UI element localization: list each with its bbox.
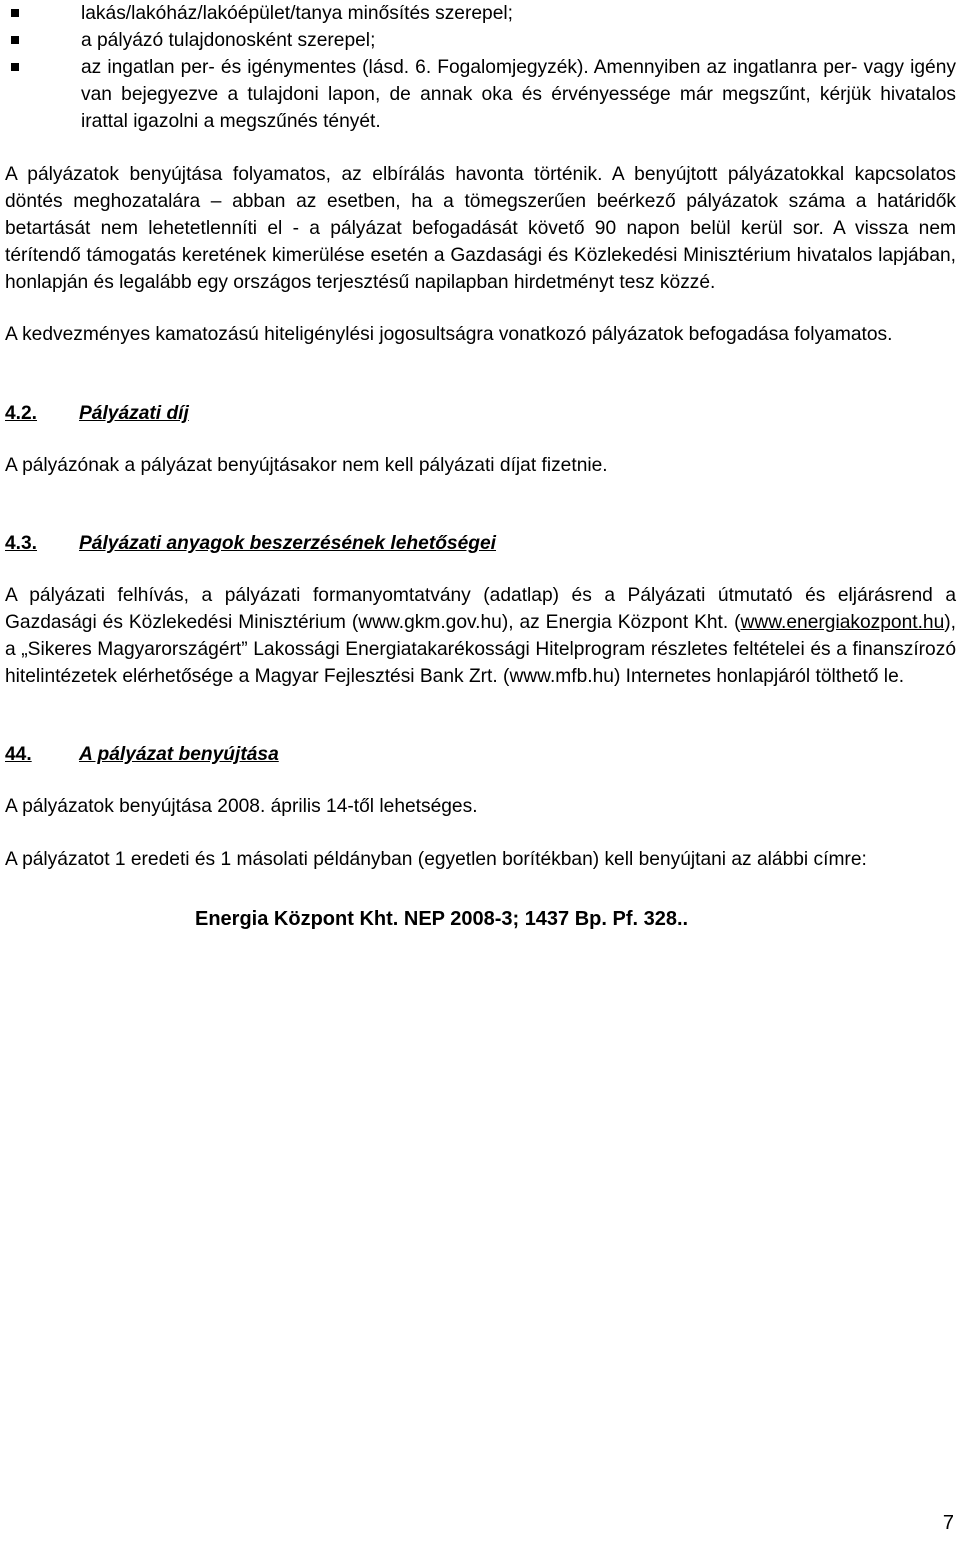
energiakozpont-link[interactable]: www.energiakozpont.hu: [740, 612, 945, 633]
copies-paragraph: A pályázatot 1 eredeti és 1 másolati példányban (egyetlen borítékban) kell benyújtani az alábbi címre:: [5, 849, 867, 870]
section-title: Pályázati anyagok beszerzésének lehetőségei: [79, 533, 497, 554]
materials-text-part: ), a „Sikeres Magyarországért” Lakossági Energiatakarékossági Hitelprogram részletes feltételei és a finanszírozó hitelintézetek elérhetősége a Magyar Fejlesztési Bank Zrt. (www.mfb.hu) Internetes honlapjáról tölthető le.: [5, 612, 956, 687]
section-title: Pályázati díj: [79, 403, 189, 424]
square-bullet-icon: [11, 9, 19, 17]
square-bullet-icon: [11, 63, 19, 71]
list-item-text: az ingatlan per- és igénymentes (lásd. 6. Fogalomjegyzék). Amennyiben az ingatlanra per- vagy igény van bejegyezve a tulajdoni lapon, de annak oka és érvényessége már megszűnt, kérjük hivatalos irattal igazolni a megszűnés tényét.: [81, 57, 956, 132]
submission-paragraph: A pályázatok benyújtása folyamatos, az elbírálás havonta történik. A benyújtott pályázatokkal kapcsolatos döntés meghozatalára – abban az esetben, ha a tömegszerűen beérkező pályázatok száma a határidők betartását nem lehetetlenníti el - a pályázat befogadását követő 90 napon belül kerül sor. A vissza nem térítendő támogatás keretének kimerülése esetén a Gazdasági és Közlekedési Minisztérium hivatalos lapjában, honlapján és legalább egy országos terjesztésű napilapban hirdetményt tesz közzé.: [5, 164, 956, 293]
list-item: [5, 0, 956, 27]
section-number: 4.3.: [5, 533, 38, 554]
document-page: [5, 0, 956, 933]
section-title: A pályázat benyújtása: [79, 744, 279, 765]
section-number: 4.2.: [5, 403, 38, 424]
list-item: [5, 27, 956, 54]
list-item: [5, 54, 956, 135]
list-item-text: a pályázó tulajdonosként szerepel;: [81, 30, 376, 51]
mailing-address: Energia Központ Kht. NEP 2008-3; 1437 Bp. Pf. 328..: [195, 908, 689, 930]
loan-paragraph: A kedvezményes kamatozású hiteligénylési jogosultságra vonatkozó pályázatok befogadása folyamatos.: [5, 324, 893, 345]
materials-text-part: A pályázati felhívás, a pályázati formanyomtatvány (adatlap) és a Pályázati útmutató és eljárásrend a Gazdasági és Közlekedési Minisztérium (www.gkm.gov.hu), az Energia Központ Kht. (: [5, 585, 956, 633]
criteria-list: [5, 0, 956, 135]
section-heading-4-3: [5, 530, 956, 557]
section-number: 44.: [5, 744, 32, 765]
fee-paragraph: A pályázónak a pályázat benyújtásakor nem kell pályázati díjat fizetnie.: [5, 455, 608, 476]
page-number: 7: [942, 1512, 954, 1534]
section-heading-4-2: [5, 400, 956, 427]
list-item-text: lakás/lakóház/lakóépület/tanya minősítés szerepel;: [81, 3, 513, 24]
square-bullet-icon: [11, 36, 19, 44]
materials-paragraph: [5, 582, 956, 690]
submission-date-paragraph: A pályázatok benyújtása 2008. április 14-től lehetséges.: [5, 796, 478, 817]
section-heading-44: [5, 741, 956, 768]
